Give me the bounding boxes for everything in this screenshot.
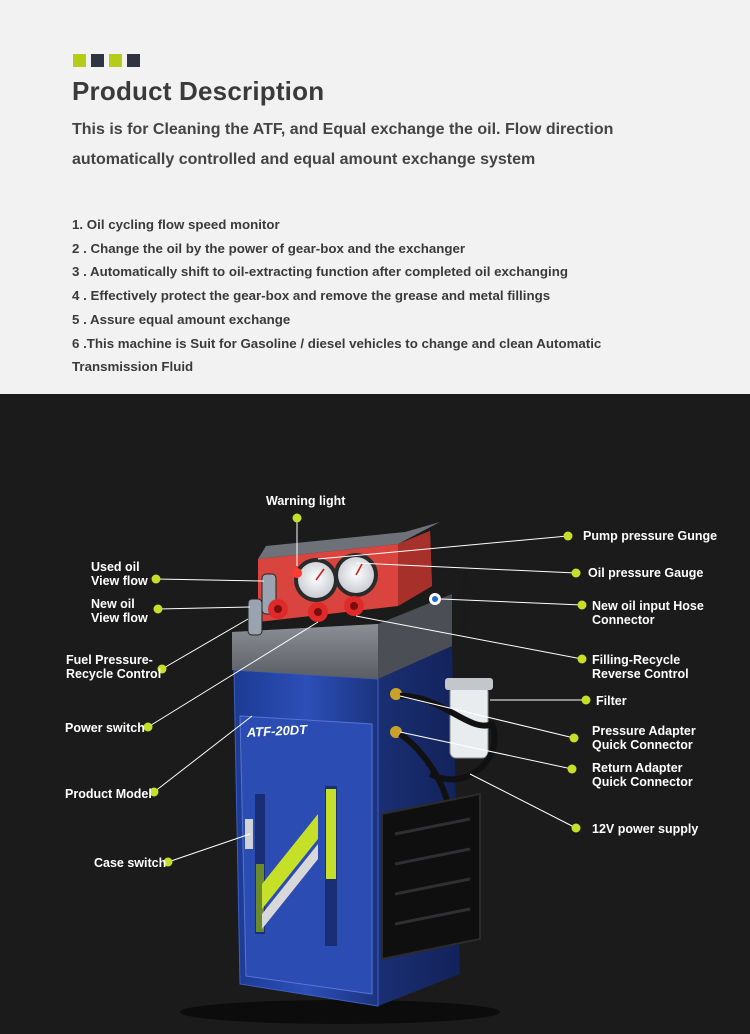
feature-item: 2 . Change the oil by the power of gear-box and the exchanger — [72, 240, 466, 256]
section-title: Product Description — [72, 76, 325, 106]
callout-dot — [154, 605, 163, 614]
label-used-oil-view-flow: Used oil View flow — [91, 560, 148, 588]
label-warning-light: Warning light — [266, 494, 346, 508]
callout-dot — [293, 514, 302, 523]
label-new-oil-input-hose-connector: New oil input Hose Connector — [592, 599, 704, 627]
machine-illustration — [0, 394, 750, 1034]
feature-item: 6 .This machine is Suit for Gasoline / diesel vehicles to change and clean Automatic Transmission Fluid — [72, 335, 602, 375]
label-filter: Filter — [596, 694, 627, 708]
feature-item: 4 . Effectively protect the gear-box and remove the grease and metal fillings — [72, 288, 551, 304]
feature-item: 1. Oil cycling flow speed monitor — [72, 217, 280, 232]
label-power-switch: Power switch — [65, 721, 145, 735]
square-3 — [109, 54, 122, 67]
feature-list — [72, 213, 682, 379]
callout-dot — [152, 575, 161, 584]
label-pressure-adapter-quick-connector: Pressure Adapter Quick Connector — [592, 724, 696, 752]
square-1 — [73, 54, 86, 67]
label-product-model: Product Model — [65, 787, 152, 801]
label-filling-recycle-reverse-control: Filling-Recycle Reverse Control — [592, 653, 689, 681]
square-4 — [127, 54, 140, 67]
label-pump-pressure-gunge: Pump pressure Gunge — [583, 529, 718, 543]
label-12v-power-supply: 12V power supply — [592, 822, 699, 836]
product-description-section — [0, 0, 750, 394]
label-oil-pressure-gauge: Oil pressure Gauge — [588, 566, 704, 580]
label-new-oil-view-flow: New oil View flow — [91, 597, 148, 625]
callout-dot — [570, 734, 579, 743]
callout-dot — [578, 655, 587, 664]
label-fuel-pressure-recycle-control: Fuel Pressure- Recycle Control — [66, 653, 162, 681]
decorative-squares — [73, 54, 140, 67]
callout-dot — [564, 532, 573, 541]
callout-dot — [572, 569, 581, 578]
callout-dot — [572, 824, 581, 833]
callout-dot — [582, 696, 591, 705]
feature-item: 3 . Automatically shift to oil-extracting function after completed oil exchanging — [72, 264, 568, 280]
machine-model-text: ATF-20DT — [246, 721, 308, 740]
label-return-adapter-quick-connector: Return Adapter Quick Connector — [592, 761, 693, 789]
machine-body — [180, 522, 500, 1024]
label-case-switch: Case switch — [94, 856, 167, 870]
section-subtitle: This is for Cleaning the ATF, and Equal exchange the oil. Flow direction automatically controlled and equal amount exchange system — [72, 121, 614, 168]
square-2 — [91, 54, 104, 67]
feature-item: 5 . Assure equal amount exchange — [72, 311, 291, 327]
machine-diagram — [0, 394, 750, 1034]
callout-dot — [568, 765, 577, 774]
callout-dot — [578, 601, 587, 610]
